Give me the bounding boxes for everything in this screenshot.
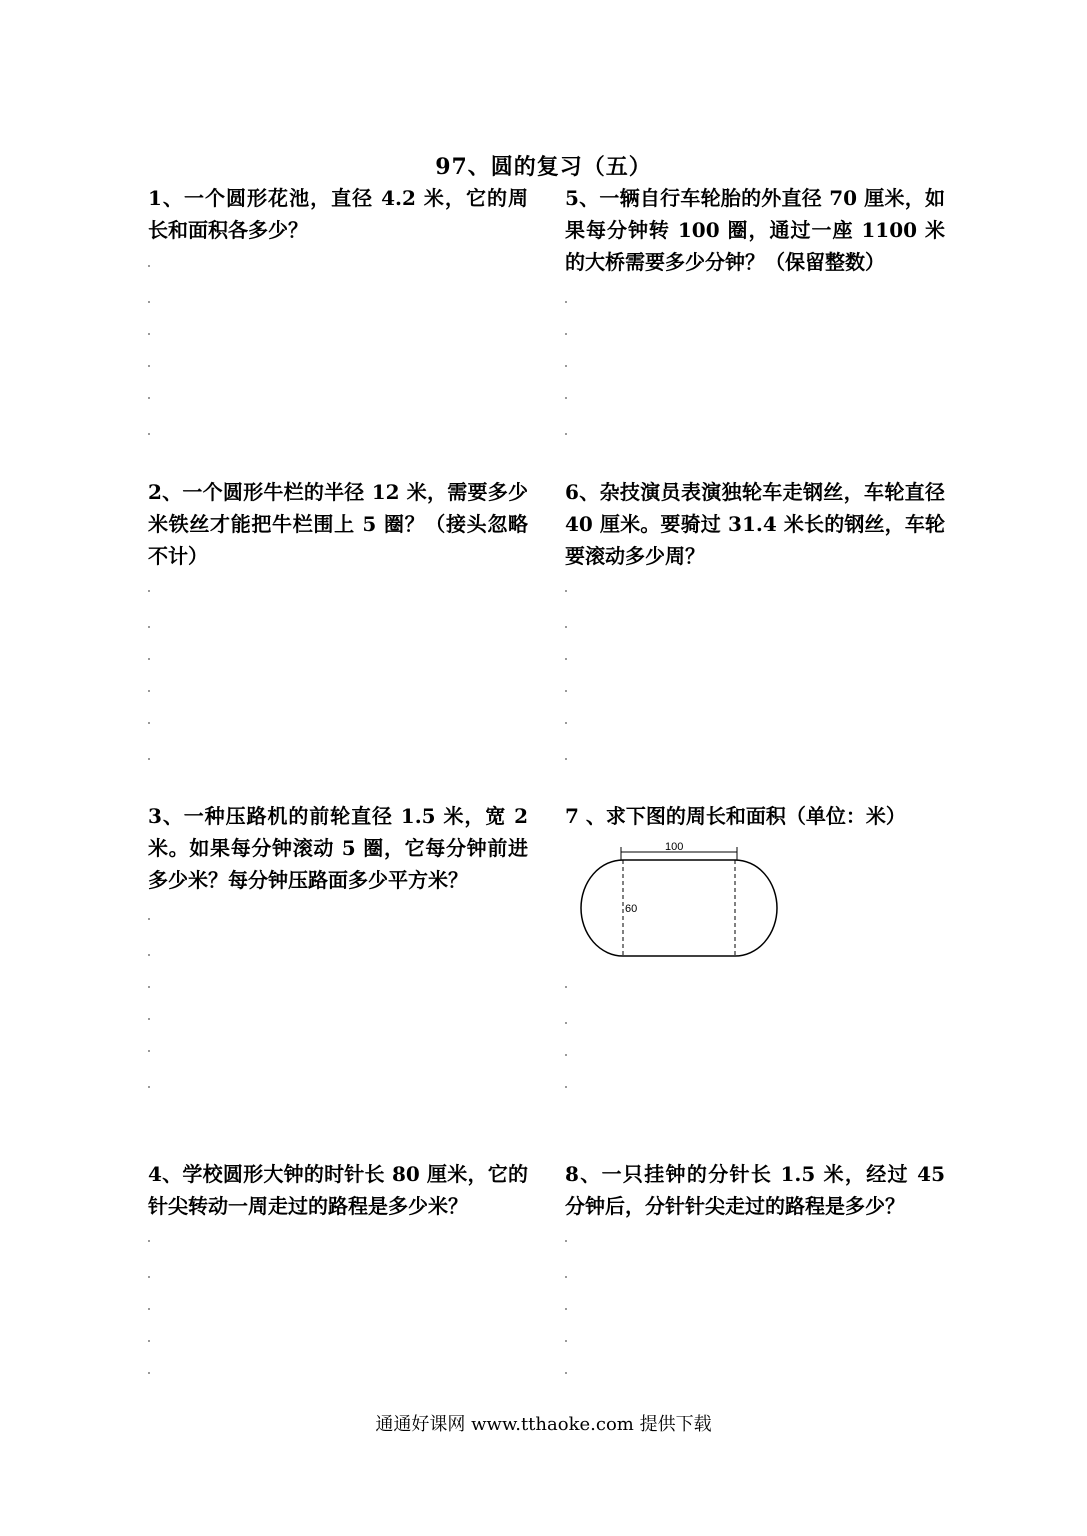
- width-label: 60: [625, 903, 638, 915]
- question-1: 1、一个圆形花池，直径 4.2 米，它的周长和面积各多少？: [148, 186, 528, 242]
- track-outline: [581, 860, 777, 956]
- length-label: 100: [665, 841, 684, 853]
- question-8: 8、一只挂钟的分针长 1.5 米，经过 45 分钟后，分针针尖走过的路程是多少？: [565, 1162, 945, 1218]
- question-5: 5、一辆自行车轮胎的外直径 70 厘米，如果每分钟转 100 圈，通过一座 1100 米的大桥需要多少分钟？（保留整数）: [565, 186, 945, 274]
- question-4: 4、学校圆形大钟的时针长 80 厘米，它的针尖转动一周走过的路程是多少米？: [148, 1162, 528, 1218]
- question-7: 7 、求下图的周长和面积（单位：米）: [565, 804, 906, 828]
- page-title: 97、圆的复习（五）: [435, 154, 652, 180]
- footer-source: 通通好课网 www.tthaoke.com 提供下载: [375, 1414, 712, 1435]
- question-2: 2、一个圆形牛栏的半径 12 米，需要多少米铁丝才能把牛栏围上 5 圈？（接头忽略不计）: [148, 480, 528, 568]
- question-3: 3、一种压路机的前轮直径 1.5 米，宽 2 米。如果每分钟滚动 5 圈，它每分钟前进多少米？每分钟压路面多少平方米？: [148, 804, 528, 892]
- question-6: 6、杂技演员表演独轮车走钢丝，车轮直径 40 厘米。要骑过 31.4 米长的钢丝，车轮要滚动多少周？: [565, 480, 945, 568]
- track-shape-figure: [575, 840, 785, 965]
